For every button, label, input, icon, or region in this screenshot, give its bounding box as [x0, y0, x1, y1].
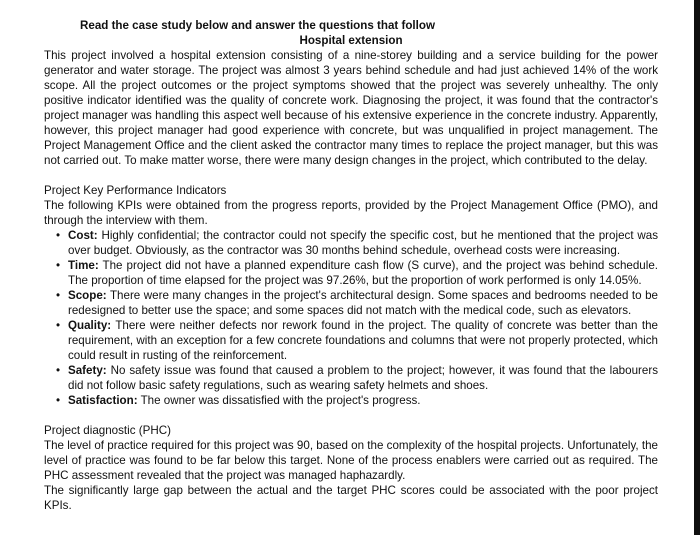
kpi-text: The project did not have a planned expenditure cash flow (S curve), and the project was behind schedule. The proportion of time elapsed for the project was 97.26%, but the proportion of work performed is only 14.05%.: [68, 259, 658, 287]
kpi-text: The owner was dissatisfied with the project's progress.: [137, 394, 421, 407]
kpi-term: Quality:: [68, 319, 112, 332]
right-edge-border: [694, 0, 700, 535]
kpi-term: Scope:: [68, 289, 107, 302]
kpi-item-time: [44, 258, 658, 288]
kpi-item-satisfaction: [44, 393, 658, 408]
kpi-text: Highly confidential; the contractor could not specify the specific cost, but he mentioned that the project was over budget. Obviously, as the contractor was 30 months behind schedule, overhead costs were increasing.: [68, 229, 658, 257]
phc-heading: Project diagnostic (PHC): [44, 424, 171, 437]
bullet: •: [56, 289, 61, 302]
kpi-item-quality: [44, 318, 658, 363]
bullet: •: [56, 364, 61, 377]
kpi-term: Safety:: [68, 364, 107, 377]
kpi-list: [44, 228, 658, 408]
kpi-text: There were neither defects nor rework found in the project. The quality of concrete was better than the requirement, with an exception for a few concrete foundations and columns that were not properly protected, which could result in rusting of the reinforcement.: [68, 319, 658, 362]
kpi-text: No safety issue was found that caused a problem to the project; however, it was found that the labourers did not follow basic safety regulations, such as wearing safety helmets and shoes.: [68, 364, 658, 392]
kpi-item-safety: [44, 363, 658, 393]
kpi-term: Satisfaction:: [68, 394, 138, 407]
case-title: Hospital extension: [299, 34, 403, 47]
bullet: •: [56, 259, 61, 272]
bullet: •: [56, 319, 61, 332]
kpi-heading: Project Key Performance Indicators: [44, 184, 227, 197]
kpi-item-cost: [44, 228, 658, 258]
bullet: •: [56, 394, 61, 407]
case-intro-paragraph: This project involved a hospital extension consisting of a nine-storey building and a service building for the power generator and water storage. The project was almost 3 years behind schedule and had just achieved 14% of the work scope. All the project outcomes or the project symptoms showed that the project was severely unhealthy. The only positive indicator identified was the quality of concrete work. Diagnosing the project, it was found that the contractor's project manager was handling this aspect well because of his extensive experience in the concrete industry. Apparently, however, this project manager had good experience with concrete, but was unqualified in project management. The Project Management Office and the client asked the contractor many times to replace the project manager, but this was not carried out. To make matter worse, there were many design changes in the project, which contributed to the delay.: [44, 49, 658, 167]
kpi-term: Cost:: [68, 229, 98, 242]
bullet: •: [56, 229, 61, 242]
phc-body-paragraph: The level of practice required for this project was 90, based on the complexity of the hospital projects. Unfortunately, the level of practice was found to be far below this target. None of the process enablers were carried out as required. The PHC assessment revealed that the project was managed haphazardly.: [44, 439, 658, 482]
kpi-item-scope: [44, 288, 658, 318]
instruction-heading: Read the case study below and answer the questions that follow: [80, 19, 435, 32]
kpi-term: Time:: [68, 259, 99, 272]
kpi-intro-paragraph: The following KPIs were obtained from the progress reports, provided by the Project Management Office (PMO), and through the interview with them.: [44, 199, 658, 227]
phc-conclusion-paragraph: The significantly large gap between the actual and the target PHC scores could be associated with the poor project KPIs.: [44, 484, 658, 512]
kpi-text: There were many changes in the project's architectural design. Some spaces and bedrooms needed to be redesigned to better use the space; and some spaces did not match with the medical code, such as elevators.: [68, 289, 658, 317]
document-page: [44, 18, 658, 513]
